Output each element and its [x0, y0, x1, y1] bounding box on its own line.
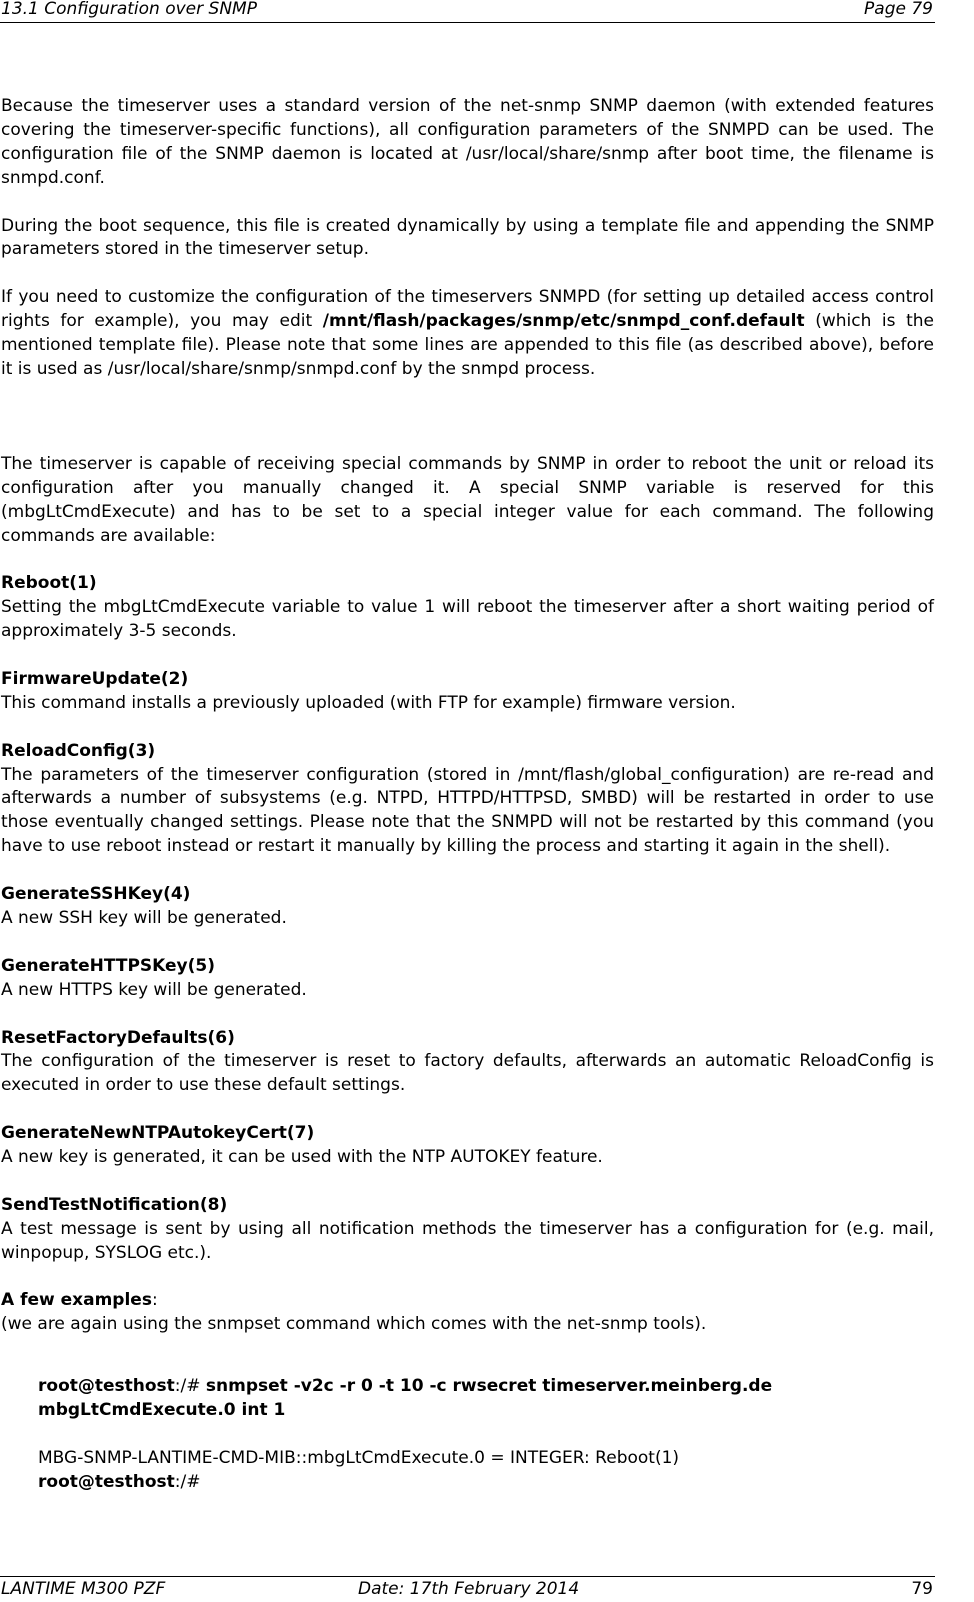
page-footer — [0, 1576, 935, 1599]
command-title: GenerateSSHKey(4) — [1, 884, 191, 905]
command-description: The parameters of the timeserver configuration (stored in /mnt/flash/global_configuration) are re-read and afterwards a number of subsystems (e.g. NTPD, HTTPD/HTTPSD, SMBD) will be restarted in order to use those eventually changed settings. Please note that the SNMPD will not be restarted by this command (you have to use reboot instead or restart it manually by killing the process and starting it again in the shell). — [1, 764, 934, 857]
product-name: LANTIME M300 PZF — [1, 1579, 166, 1599]
command-title: SendTestNotification(8) — [1, 1194, 228, 1215]
shell-prompt: root@testhost — [38, 1376, 175, 1397]
command-item — [1, 740, 934, 860]
page-content — [1, 95, 934, 1495]
command-description: A new HTTPS key will be generated. — [1, 979, 307, 1000]
examples-title: A few examples — [1, 1290, 152, 1311]
intro-paragraph-1: Because the timeserver uses a standard version of the net-snmp SNMP daemon (with extended features covering the timeserver-specific functions), all configuration parameters of the SNMPD can be used. The configuration file of the SNMP daemon is located at /usr/local/share/snmp after boot time, the filename is snmpd.conf. — [1, 96, 934, 188]
command-item — [1, 1194, 934, 1266]
snmpset-command: snmpset -v2c -r 0 -t 10 -c rwsecret timeserver.meinberg.de — [205, 1376, 773, 1397]
command-description: This command installs a previously uploaded (with FTP for example) firmware version. — [1, 692, 736, 713]
intro-paragraph-2: During the boot sequence, this file is created dynamically by using a template file and appending the SNMP parameters stored in the timeserver setup. — [1, 215, 934, 260]
command-description: A test message is sent by using all notification methods the timeserver has a configuration for (e.g. mail, winpopup, SYSLOG etc.). — [1, 1218, 934, 1263]
intro-p3-after: (which is the mentioned template file). Please note that some lines are appended to this file (as described above), before it is used as /usr/local/share/snmp/snmpd.conf by the snmpd process. — [1, 311, 934, 379]
examples-block — [1, 1289, 934, 1337]
command-title: Reboot(1) — [1, 573, 97, 594]
examples-colon: : — [151, 1290, 158, 1311]
document-date: Date: 17th February 2014 — [358, 1579, 580, 1599]
intro-paragraph-3 — [1, 286, 934, 382]
command-title: GenerateNewNTPAutokeyCert(7) — [1, 1123, 315, 1144]
header-page-number: Page 79 — [864, 0, 933, 19]
template-file-path: /mnt/flash/packages/snmp/etc/snmpd_conf.default — [322, 311, 805, 332]
code-prompt-line — [38, 1471, 934, 1495]
snmpset-response: MBG-SNMP-LANTIME-CMD-MIB::mbgLtCmdExecute.0 = INTEGER: Reboot(1) — [38, 1447, 680, 1468]
command-item — [1, 668, 934, 716]
code-command-line — [38, 1375, 934, 1399]
command-description: Setting the mbgLtCmdExecute variable to value 1 will reboot the timeserver after a short waiting period of approximately 3-5 seconds. — [1, 597, 934, 642]
section-title: 13.1 Configuration over SNMP — [1, 0, 257, 19]
command-title: FirmwareUpdate(2) — [1, 668, 189, 689]
prompt-separator: :/# — [174, 1376, 206, 1397]
footer-page-number: 79 — [911, 1579, 933, 1599]
command-item — [1, 1027, 934, 1099]
command-item — [1, 572, 934, 644]
code-example — [38, 1375, 934, 1495]
command-item — [1, 1122, 934, 1170]
command-title: ReloadConfig(3) — [1, 740, 156, 761]
command-title: ResetFactoryDefaults(6) — [1, 1027, 235, 1048]
examples-note: (we are again using the snmpset command which comes with the net-snmp tools). — [1, 1314, 707, 1335]
prompt-separator: :/# — [174, 1471, 201, 1492]
command-description: A new SSH key will be generated. — [1, 908, 287, 928]
command-item — [1, 883, 934, 931]
snmpset-command-continued: mbgLtCmdExecute.0 int 1 — [38, 1400, 286, 1421]
command-description: A new key is generated, it can be used with the NTP AUTOKEY feature. — [1, 1147, 603, 1168]
intro-p3-before: If you need to customize the configuration of the timeservers SNMPD (for setting up detailed access control rights for example), you may edit — [1, 287, 934, 332]
shell-prompt: root@testhost — [38, 1471, 175, 1492]
command-item — [1, 955, 934, 1003]
command-title: GenerateHTTPSKey(5) — [1, 955, 215, 976]
commands-intro: The timeserver is capable of receiving special commands by SNMP in order to reboot the unit or reload its configuration after you manually changed it. A special SNMP variable is reserved for this (mbgLtCmdExecute) and has to be set to a special integer value for each command. The following commands are available: — [1, 453, 934, 546]
page-header — [0, 0, 935, 23]
command-description: The configuration of the timeserver is reset to factory defaults, afterwards an automatic ReloadConfig is executed in order to use these default settings. — [1, 1051, 934, 1096]
